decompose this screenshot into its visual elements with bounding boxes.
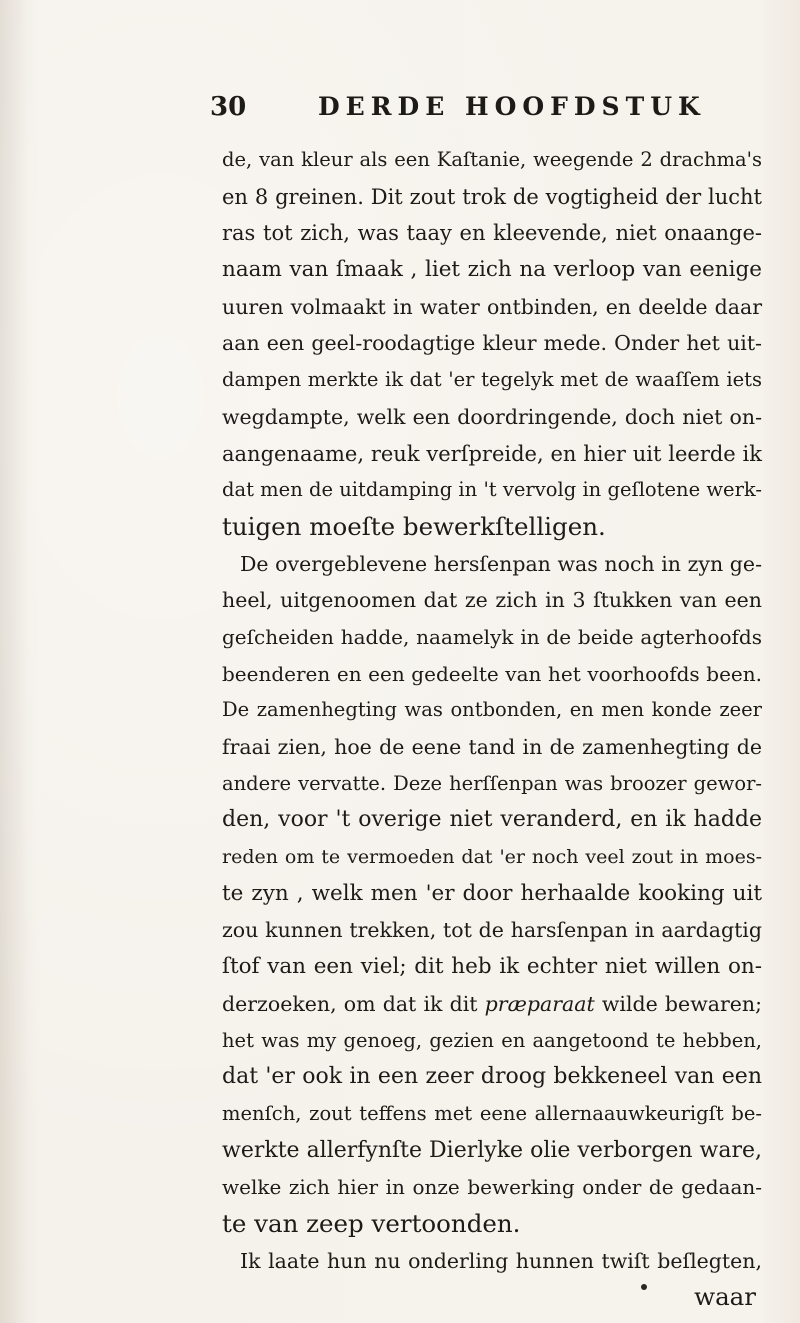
text-line: dat 'er ook in een zeer droog bekkeneel van een — [222, 1064, 762, 1090]
text-line: beenderen en een gedeelte van het voorhoofds been. — [222, 661, 762, 686]
text-line: de, van kleur als een Kaſtanie, weegende 2 drachma's — [222, 148, 762, 171]
text-line: aan een geel-roodagtige kleur mede. Onder het uit- — [222, 331, 762, 356]
text-line: De overgeblevene hersſenpan was noch in zyn ge- — [240, 551, 762, 576]
text-line: heel, uitgenoomen dat ze zich in 3 ſtukken van een — [222, 588, 762, 613]
text-line: den, voor 't overige niet veranderd, en ik hadde — [222, 807, 762, 833]
page-number: 30 — [210, 92, 247, 122]
text-line: geſcheiden hadde, naamelyk in de beide agterhoofds — [222, 624, 762, 649]
text-line: te van zeep vertoonden. — [222, 1208, 521, 1238]
text-line: aangenaame, reuk verſpreide, en hier uit leerde ik — [222, 441, 762, 466]
text-line: uuren volmaakt in water ontbinden, en deelde daar — [222, 294, 762, 319]
catchword: waar — [694, 1282, 756, 1312]
running-head: DERDE HOOFDSTUK — [318, 92, 706, 121]
text-line: dampen merkte ik dat 'er tegelyk met de waaſſem iets — [222, 368, 762, 392]
text-line: wegdampte, welk een doordringende, doch niet on- — [222, 404, 762, 429]
ink-speck — [641, 1284, 647, 1290]
text-line: naam van ſmaak , liet zich na verloop van eenige — [222, 257, 762, 283]
text-line: ras tot zich, was taay en kleevende, niet onaange- — [222, 221, 762, 246]
page-gutter-shadow — [0, 0, 28, 1323]
text-line: welke zich hier in onze bewerking onder de gedaan- — [222, 1175, 762, 1200]
text-line — [222, 986, 762, 1023]
text-line: ſtof van een viel; dit heb ik echter niet willen on- — [222, 954, 762, 980]
body-text — [222, 142, 762, 1316]
text-segment: wilde bewaren; — [594, 991, 763, 1016]
text-line: De zamenhegting was ontbonden, en men konde zeer — [222, 698, 762, 722]
italic-term: præparaat — [484, 991, 595, 1016]
text-line: menſch, zout teffens met eene allernaauwkeurigſt be- — [222, 1101, 762, 1125]
text-segment: derzoeken, om dat ik dit — [222, 991, 485, 1016]
text-line: en 8 greinen. Dit zout trok de vogtigheid der lucht — [222, 184, 762, 209]
text-line: andere vervatte. Deze herſſenpan was broozer gewor- — [222, 771, 762, 795]
text-line: werkte allerfynſte Dierlyke olie verborgen ware, — [222, 1137, 762, 1163]
text-line: Ik laate hun nu onderling hunnen twiſt beſlegten, — [240, 1248, 762, 1273]
text-line: zou kunnen trekken, tot de harsſenpan in aardagtig — [222, 918, 762, 943]
text-line: het was my genoeg, gezien en aangetoond te hebben, — [222, 1028, 762, 1052]
text-line: te zyn , welk men 'er door herhaalde kooking uit — [222, 880, 762, 906]
text-line: tuigen moeſte bewerkſtelligen. — [222, 511, 606, 541]
text-line: fraai zien, hoe de eene tand in de zamenhegting de — [222, 735, 762, 759]
text-line: reden om te vermoeden dat 'er noch veel zout in moes- — [222, 846, 762, 869]
page-header — [210, 92, 706, 126]
text-line: dat men de uitdamping in 't vervolg in geſlotene werk- — [222, 478, 762, 502]
